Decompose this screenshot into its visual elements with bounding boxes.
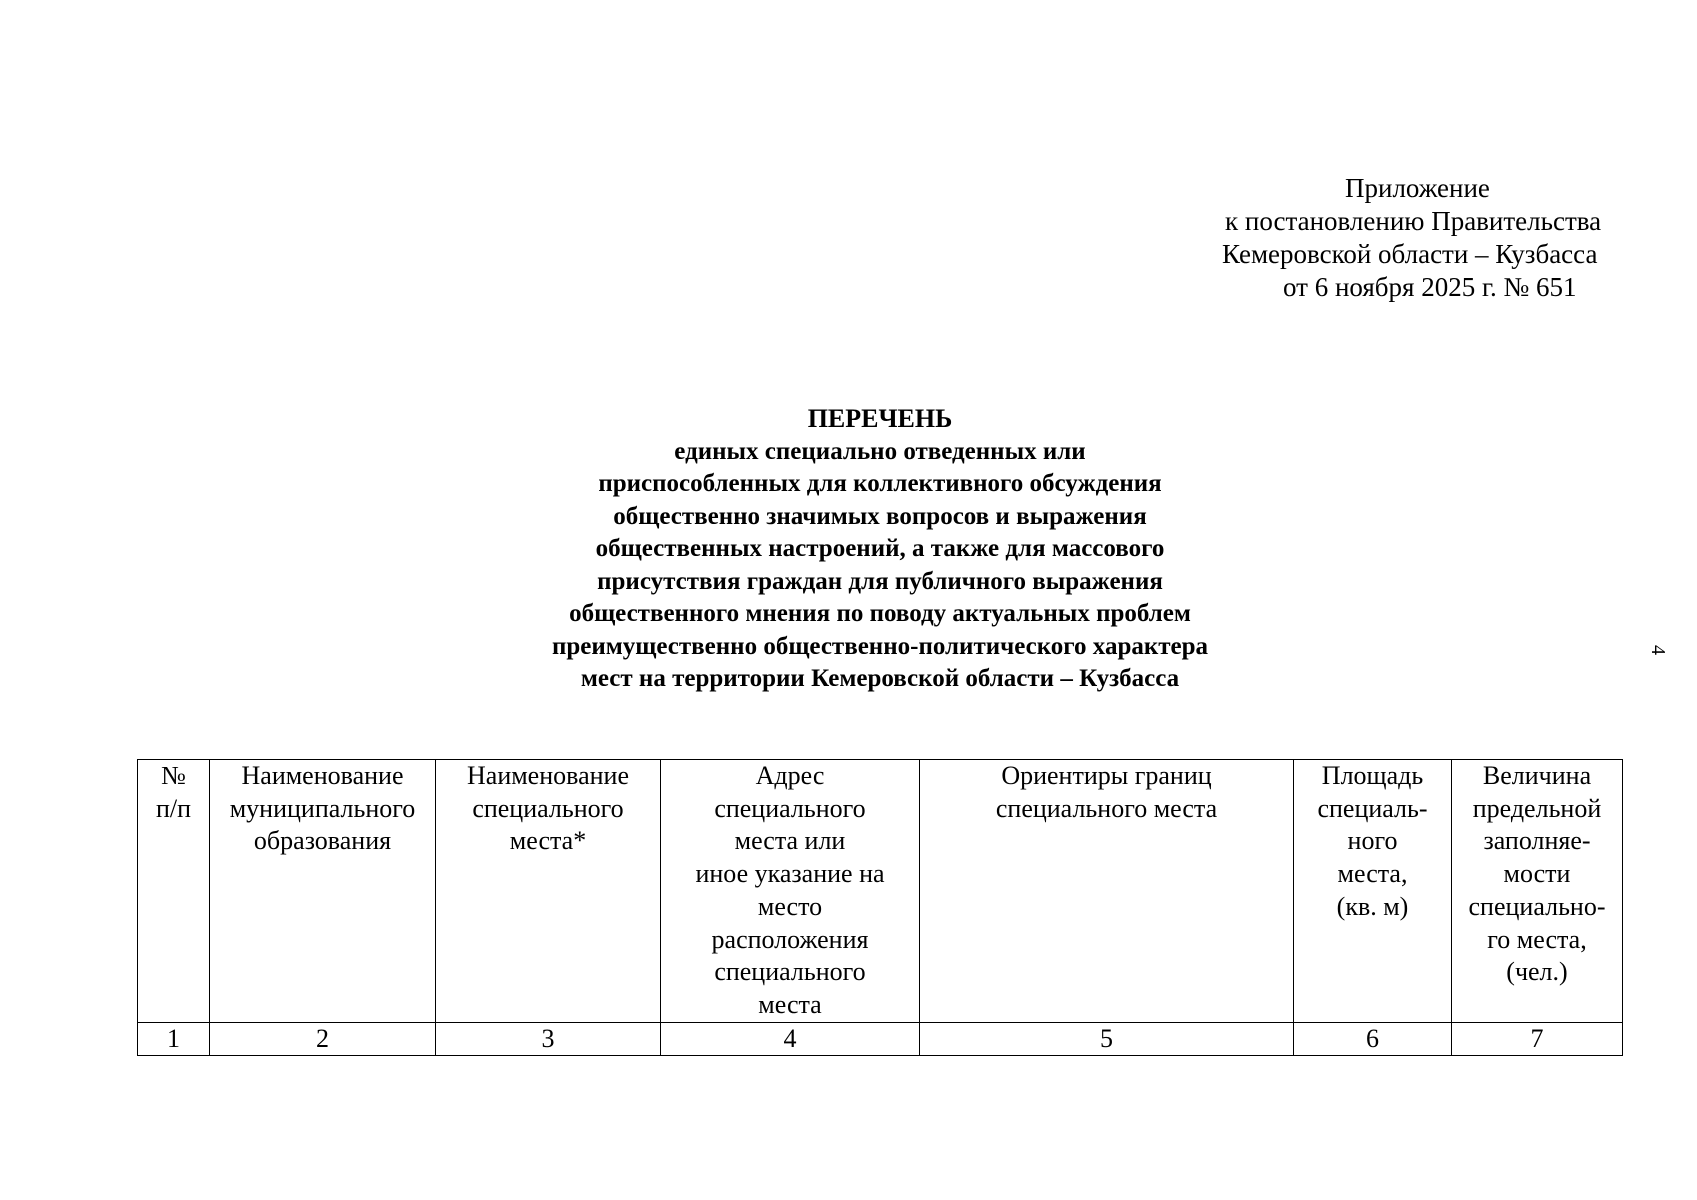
title-line: преимущественно общественно-политического характера [551,632,1209,660]
header-capacity: Величина предельной заполняе- мости специально- го места, (чел.) [1452,760,1623,1023]
column-number-cell: 2 [210,1022,436,1055]
column-number-cell: 3 [436,1022,661,1055]
places-table [137,759,1623,1056]
page-number: 4 [1647,645,1669,655]
title-heading: ПЕРЕЧЕНЬ [807,404,953,433]
title-line: приспособленных для коллективного обсуждения [598,470,1162,497]
header-number: № п/п [138,760,210,1023]
header-boundaries: Ориентиры границ специального места [920,760,1294,1023]
appendix-line-1: Приложение [1345,173,1490,203]
document-title [420,403,1340,696]
appendix-block [1180,172,1640,304]
header-municipality: Наименование муниципального образования [210,760,436,1023]
header-area: Площадь специаль- ного места, (кв. м) [1294,760,1452,1023]
header-address: Адрес специального места или иное указание на место расположения специального места [661,760,920,1023]
title-line: общественных настроений, а также для массового [595,535,1165,562]
title-line: присутствия граждан для публичного выражения [597,567,1163,595]
column-number-cell: 5 [920,1022,1294,1055]
column-number-cell: 7 [1452,1022,1623,1055]
column-number-cell: 6 [1294,1022,1452,1055]
column-number-cell: 4 [661,1022,920,1055]
table-row [138,1022,1623,1055]
title-line: единых специально отведенных или [674,437,1086,465]
appendix-line-2: к постановлению Правительства [1225,206,1602,236]
appendix-line-3: Кемеровской области – Кузбасса [1222,239,1598,269]
appendix-line-4: от 6 ноября 2025 г. № 651 [1283,272,1577,302]
header-place-name: Наименование специального места* [436,760,661,1023]
table-header-row [138,760,1623,1023]
title-line: мест на территории Кемеровской области – Кузбасса [580,665,1180,692]
column-number-cell: 1 [138,1022,210,1055]
title-line: общественно значимых вопросов и выражения [613,502,1147,530]
title-line: общественного мнения по поводу актуальных проблем [569,600,1191,627]
